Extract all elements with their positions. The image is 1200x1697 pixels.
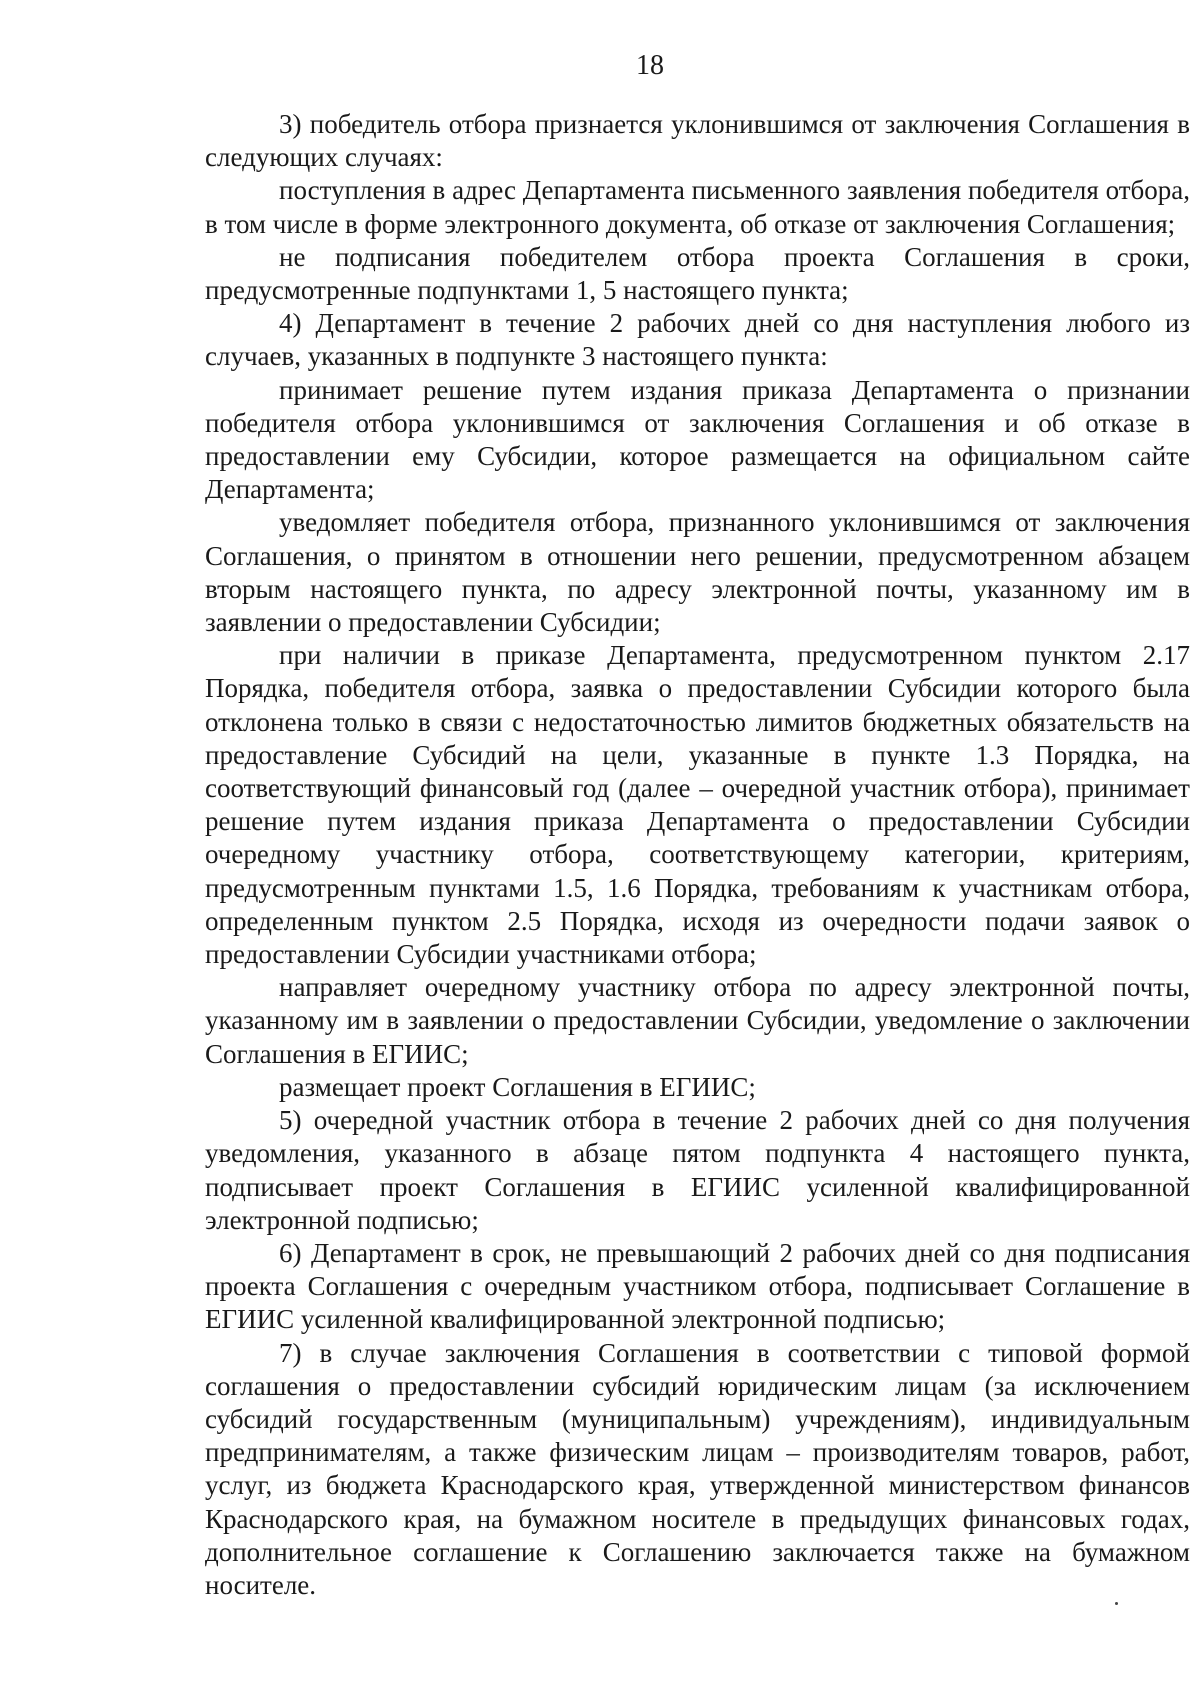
paragraph: 7) в случае заключения Соглашения в соответствии с типовой формой соглашения о предоставлении субсидий юридическим лицам (за исключением субсидий государственным (муниципальным) учреждениям), индивидуальным предпринимателям, а также физическим лицам – производителям товаров, работ, услуг, из бюджета Краснодарского края, утвержденной министерством финансов Краснодарского края, на бумажном носителе в предыдущих финансовых годах, дополнительное соглашение к Соглашению заключается также на бумажном носителе.	[205, 1337, 1190, 1600]
paragraph: 5) очередной участник отбора в течение 2 рабочих дней со дня получения уведомления, указанного в абзаце пятом подпункта 4 настоящего пункта, подписывает проект Соглашения в ЕГИИС усиленной квалифицированной электронной подписью;	[205, 1105, 1190, 1235]
paragraph: 6) Департамент в срок, не превышающий 2 рабочих дней со дня подписания проекта Соглашения с очередным участником отбора, подписывает Соглашение в ЕГИИС усиленной квалифицированной электронной подписью;	[205, 1237, 1190, 1335]
paragraph: 3) победитель отбора признается уклонившимся от заключения Соглашения в следующих случаях:	[205, 109, 1190, 173]
paragraph: размещает проект Соглашения в ЕГИИС;	[279, 1071, 756, 1102]
document-body	[205, 108, 1190, 1602]
paragraph: не подписания победителем отбора проекта Соглашения в сроки, предусмотренные подпунктами 1, 5 настоящего пункта;	[205, 241, 1190, 306]
scan-dot-mark	[1115, 1602, 1118, 1605]
paragraph: поступления в адрес Департамента письменного заявления победителя отбора, в том числе в форме электронного документа, об отказе от заключения Соглашения;	[205, 175, 1190, 239]
page-number: 18	[636, 50, 664, 81]
paragraph: при наличии в приказе Департамента, предусмотренном пунктом 2.17 Порядка, победителя отбора, заявка о предоставлении Субсидии которого была отклонена только в связи с недостаточностью лимитов бюджетных обязательств на предоставление Субсидий на цели, указанные в пункте 1.3 Порядка, на соответствующий финансовый год (далее – очередной участник отбора), принимает решение путем издания приказа Департамента о предоставлении Субсидии очередному участнику отбора, соответствующему категории, критериям, предусмотренным пунктами 1.5, 1.6 Порядка, требованиям к участникам отбора, определенным пунктом 2.5 Порядка, исходя из очередности подачи заявок о предоставлении Субсидии участниками отбора;	[205, 640, 1190, 970]
paragraph: принимает решение путем издания приказа Департамента о признании победителя отбора уклонившимся от заключения Соглашения и об отказе в предоставлении ему Субсидии, которое размещается на официальном сайте Департамента;	[205, 374, 1190, 505]
paragraph: направляет очередному участнику отбора по адресу электронной почты, указанному им в заявлении о предоставлении Субсидии, уведомление о заключении Соглашения в ЕГИИС;	[205, 972, 1190, 1069]
paragraph: уведомляет победителя отбора, признанного уклонившимся от заключения Соглашения, о принятом в отношении него решении, предусмотренном абзацем вторым настоящего пункта, по адресу электронной почты, указанному им в заявлении о предоставлении Субсидии;	[205, 507, 1190, 638]
paragraph: 4) Департамент в течение 2 рабочих дней со дня наступления любого из случаев, указанных в подпункте 3 настоящего пункта:	[205, 308, 1190, 372]
